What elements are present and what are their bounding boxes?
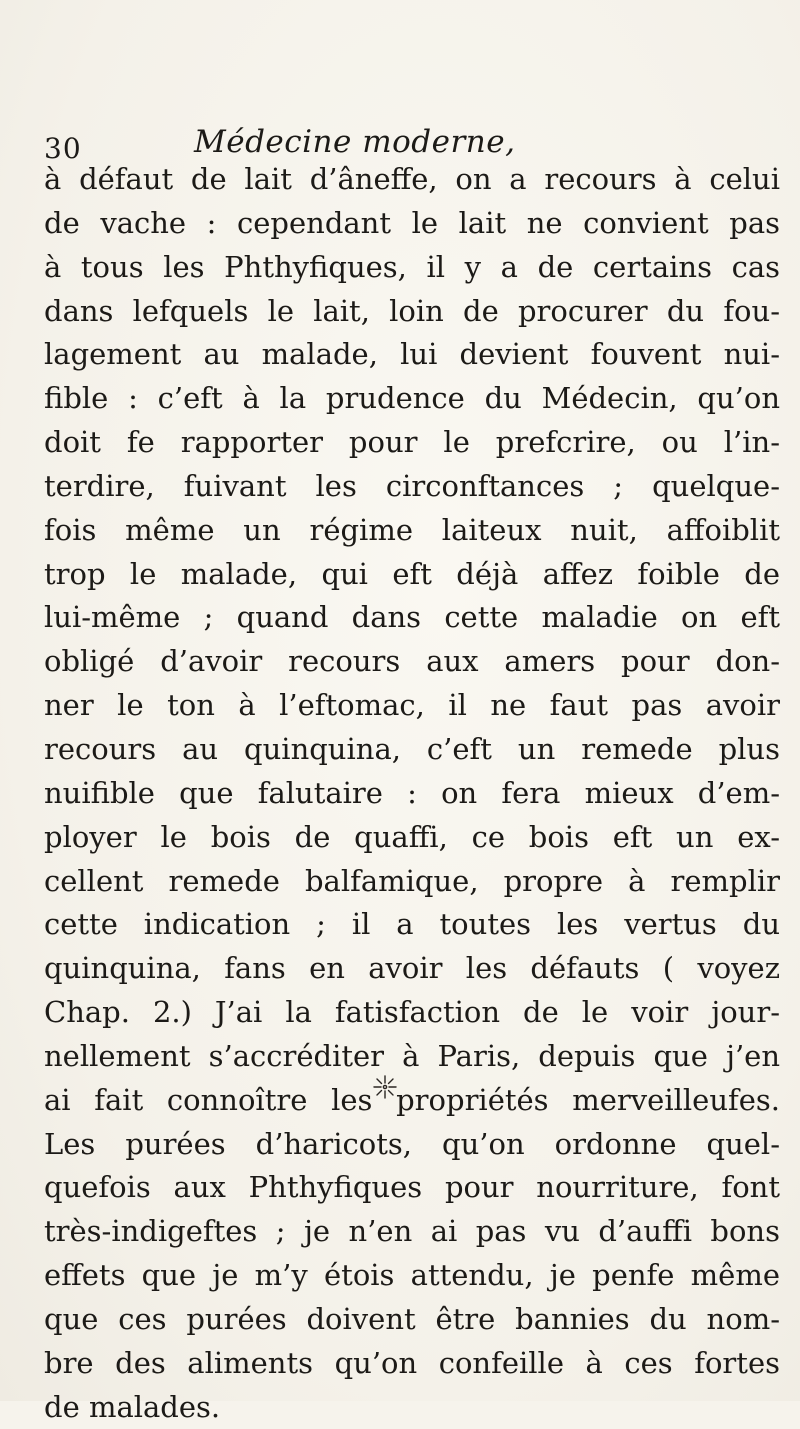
text-line: dans lefquels le lait, loin de procurer du fou- [44,293,780,328]
text-line: Chap. 2.) J’ai la fatisfaction de le voir jour- [44,995,780,1030]
text-line: à tous les Phthyfiques, il y a de certains cas [44,249,780,284]
text-line: Les purées d’haricots, qu’on ordonne quel- [44,1126,780,1161]
text-line: très-indigeftes ; je n’en ai pas vu d’auffi bons [44,1214,780,1249]
text-line: trop le malade, qui eft déjà affez foible de [44,556,780,591]
fleuron-ornament-icon [372,1074,398,1100]
text-line: cette indication ; il a toutes les vertus du [44,907,780,942]
text-line: obligé d’avoir recours aux amers pour don- [44,644,780,679]
text-line: à défaut de lait d’âneffe, on a recours à celui [44,162,780,196]
text-line: quinquina, fans en avoir les défauts ( voyez [44,951,780,986]
text-line: nellement s’accréditer à Paris, depuis que j’en [44,1038,780,1073]
text-line: recours au quinquina, c’eft un remede plus [44,731,780,766]
text-line: doit fe rapporter pour le prefcrire, ou l’in- [44,425,780,460]
text-line-last: de malades. [44,1389,221,1424]
text-line: ai fait connoître les propriétés merveilleufes. [44,1082,780,1117]
text-line: effets que je m’y étois attendu, je penfe même [44,1258,780,1293]
text-line: cellent remede balfamique, propre à remplir [44,863,780,898]
text-line: lagement au malade, lui devient fouvent nui- [44,337,780,372]
text-line: fible : c’eft à la prudence du Médecin, qu’on [44,381,780,416]
text-line: ployer le bois de quaffi, ce bois eft un ex- [44,819,780,854]
text-line: ner le ton à l’eftomac, il ne faut pas avoir [44,688,780,723]
text-line: bre des aliments qu’on confeille à ces fortes [44,1345,780,1380]
text-line: quefois aux Phthyfiques pour nourriture, font [44,1170,780,1205]
running-title: Médecine moderne, [194,124,516,160]
text-line: de vache : cependant le lait ne convient pas [44,205,780,240]
text-line: nuifible que falutaire : on fera mieux d’em- [44,775,780,810]
body-text [44,158,780,1429]
text-line: que ces purées doivent être bannies du nom- [44,1301,780,1336]
text-line: terdire, fuivant les circonftances ; quelque- [44,468,780,503]
text-line: fois même un régime laiteux nuit, affoiblit [44,512,780,547]
page-number: 30 [44,132,82,165]
text-line: lui-même ; quand dans cette maladie on eft [44,600,780,635]
